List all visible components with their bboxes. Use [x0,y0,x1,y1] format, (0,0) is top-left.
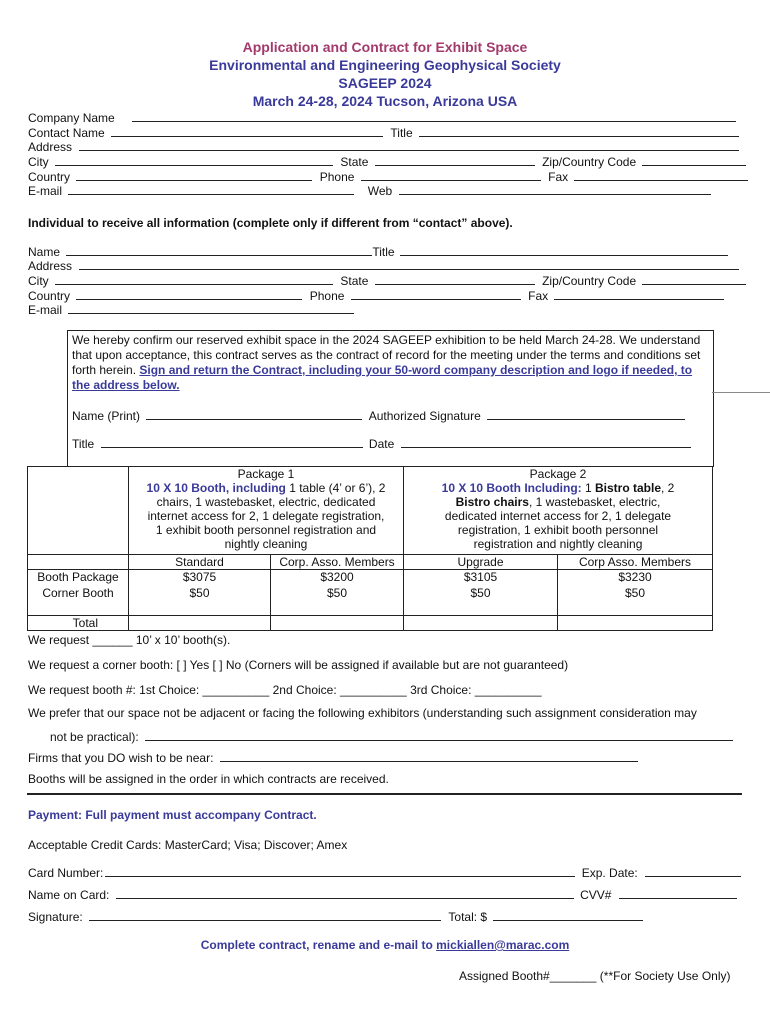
price-standard: $3075 $50 [129,570,271,616]
signature-row: Signature: Total: $ [28,909,643,924]
section-divider [27,793,742,795]
signature-field[interactable] [89,909,441,921]
country-field[interactable] [76,169,312,181]
fax-field[interactable] [574,169,748,181]
email-row: E-mail Web [28,183,711,198]
return-instructions-link: Sign and return the Contract, including your 50-word company description and logo if needed, to the address below. [72,363,693,392]
header-line2: Environmental and Engineering Geophysical Society [209,57,561,73]
package-2-title: Package 2 [529,467,587,481]
authorized-signature-field[interactable] [487,408,685,420]
exp-date-field[interactable] [645,865,741,877]
package-table [27,466,713,631]
address-row: Address [28,139,739,154]
package-1-title: Package 1 [237,467,295,481]
complete-instructions: Complete contract, rename and e-mail to mickiallen@marac.com [200,938,570,952]
name-print-row: Name (Print) Authorized Signature [72,408,685,423]
ind-title-field[interactable] [400,244,728,256]
ind-state-field[interactable] [375,273,535,285]
total-upgrade[interactable] [404,616,558,631]
company-row: Company Name [28,110,736,125]
contact-name-field[interactable] [111,125,383,137]
zip-field[interactable] [642,154,746,166]
total-corp-2[interactable] [558,616,713,631]
row-booth-package: Booth Package [37,570,119,584]
address-field[interactable] [79,139,739,151]
ind-name-row: Name Title [28,244,728,259]
country-row: Country Phone Fax [28,169,748,184]
cvv-field[interactable] [619,887,737,899]
row-labels [28,570,129,616]
email-field[interactable] [68,183,354,195]
confirm-title-row: Title Date [72,436,691,451]
confirmation-text: We hereby confirm our reserved exhibit space in the 2024 SAGEEP exhibition to be held March 24-28. We understand that upon acceptance, this contract serves as the contract of record for the meeting under the terms and conditions set forth herein. Sign and return the Contract, including your 50-word company description and logo if needed, to the address below. [72,333,701,392]
request-corner: We request a corner booth: [ ] Yes [ ] No (Corners will be assigned if available but are not guaranteed) [28,658,569,672]
assignment-order: Booths will be assigned in the order in which contracts are received. [28,772,389,786]
row-total: Total [28,616,129,631]
ind-phone-field[interactable] [351,288,521,300]
ind-city-field[interactable] [55,273,333,285]
total-field[interactable] [493,909,643,921]
header-line4: March 24-28, 2024 Tucson, Arizona USA [252,93,518,109]
request-booths: We request ______ 10’ x 10’ booth(s). [28,633,231,647]
name-on-card-field[interactable] [116,887,574,899]
contact-email-link[interactable]: mickiallen@marac.com [436,938,570,952]
name-print-field[interactable] [146,408,362,420]
payment-heading: Payment: Full payment must accompany Contract. [28,808,317,822]
header-line3: SAGEEP 2024 [338,75,432,91]
city-field[interactable] [55,154,333,166]
confirm-date-field[interactable] [401,436,691,448]
ind-country-row: Country Phone Fax [28,288,724,303]
prefer-not-adjacent-cont: not be practical): [50,729,733,744]
ind-country-field[interactable] [76,288,302,300]
package-2-cell [404,467,713,555]
card-number-row: Card Number: Exp. Date: [28,865,741,880]
confirm-title-field[interactable] [101,436,363,448]
ind-zip-field[interactable] [642,273,746,285]
divider [712,392,770,393]
firms-near-field[interactable] [220,750,638,762]
prefer-not-adjacent: We prefer that our space not be adjacent or facing the following exhibitors (understanding such assignment consideration may [28,706,697,720]
avoid-exhibitors-field[interactable] [145,729,733,741]
company-name-field[interactable] [132,110,736,122]
row-corner-booth: Corner Booth [42,586,114,600]
col-standard: Standard [129,555,271,570]
col-corp-members-1: Corp. Asso. Members [271,555,404,570]
firms-near-row: Firms that you DO wish to be near: [28,750,638,765]
total-corp-1[interactable] [271,616,404,631]
total-standard[interactable] [129,616,271,631]
city-row: City State Zip/Country Code [28,154,746,169]
ind-fax-field[interactable] [554,288,724,300]
price-upgrade: $3105 $50 [404,570,558,616]
price-corp-1: $3200 $50 [271,570,404,616]
individual-heading: Individual to receive all information (complete only if different from “contact” above). [28,216,513,230]
price-corp-2: $3230 $50 [558,570,713,616]
header-line1: Application and Contract for Exhibit Space [242,39,528,55]
col-upgrade: Upgrade [404,555,558,570]
phone-field[interactable] [361,169,541,181]
package-1-cell [129,467,404,555]
ind-email-field[interactable] [68,302,354,314]
ind-city-row: City State Zip/Country Code [28,273,746,288]
state-field[interactable] [375,154,535,166]
ind-address-row: Address [28,258,739,273]
ind-email-row: E-mail [28,302,354,317]
empty-cell [28,555,129,570]
contact-row: Contact Name Title [28,125,739,140]
card-number-field[interactable] [105,865,575,877]
web-field[interactable] [399,183,711,195]
col-corp-members-2: Corp Asso. Members [558,555,713,570]
request-booth-number: We request booth #: 1st Choice: __________ 2nd Choice: __________ 3rd Choice: __________ [28,683,542,697]
assigned-booth: Assigned Booth#_______ (**For Society Use Only) [459,969,731,983]
ind-name-field[interactable] [66,244,372,256]
ind-address-field[interactable] [79,258,739,270]
empty-cell [28,467,129,555]
name-on-card-row: Name on Card: CVV# [28,887,737,902]
accepted-cards: Acceptable Credit Cards: MasterCard; Visa; Discover; Amex [28,838,348,852]
package-1-desc: 10 X 10 Booth, including 1 table (4’ or 6’), 2 chairs, 1 wastebasket, electric, dedicated internet access for 2, 1 delegate registration, 1 exhibit booth personnel registration and nightly cleaning [146,481,386,551]
package-2-desc: 10 X 10 Booth Including: 1 Bistro table, 2 Bistro chairs, 1 wastebasket, electric, dedicated internet access for 2, 1 delegate registration, 1 exhibit booth personnel registration and nightly cleaning [441,481,675,551]
contact-title-field[interactable] [419,125,739,137]
